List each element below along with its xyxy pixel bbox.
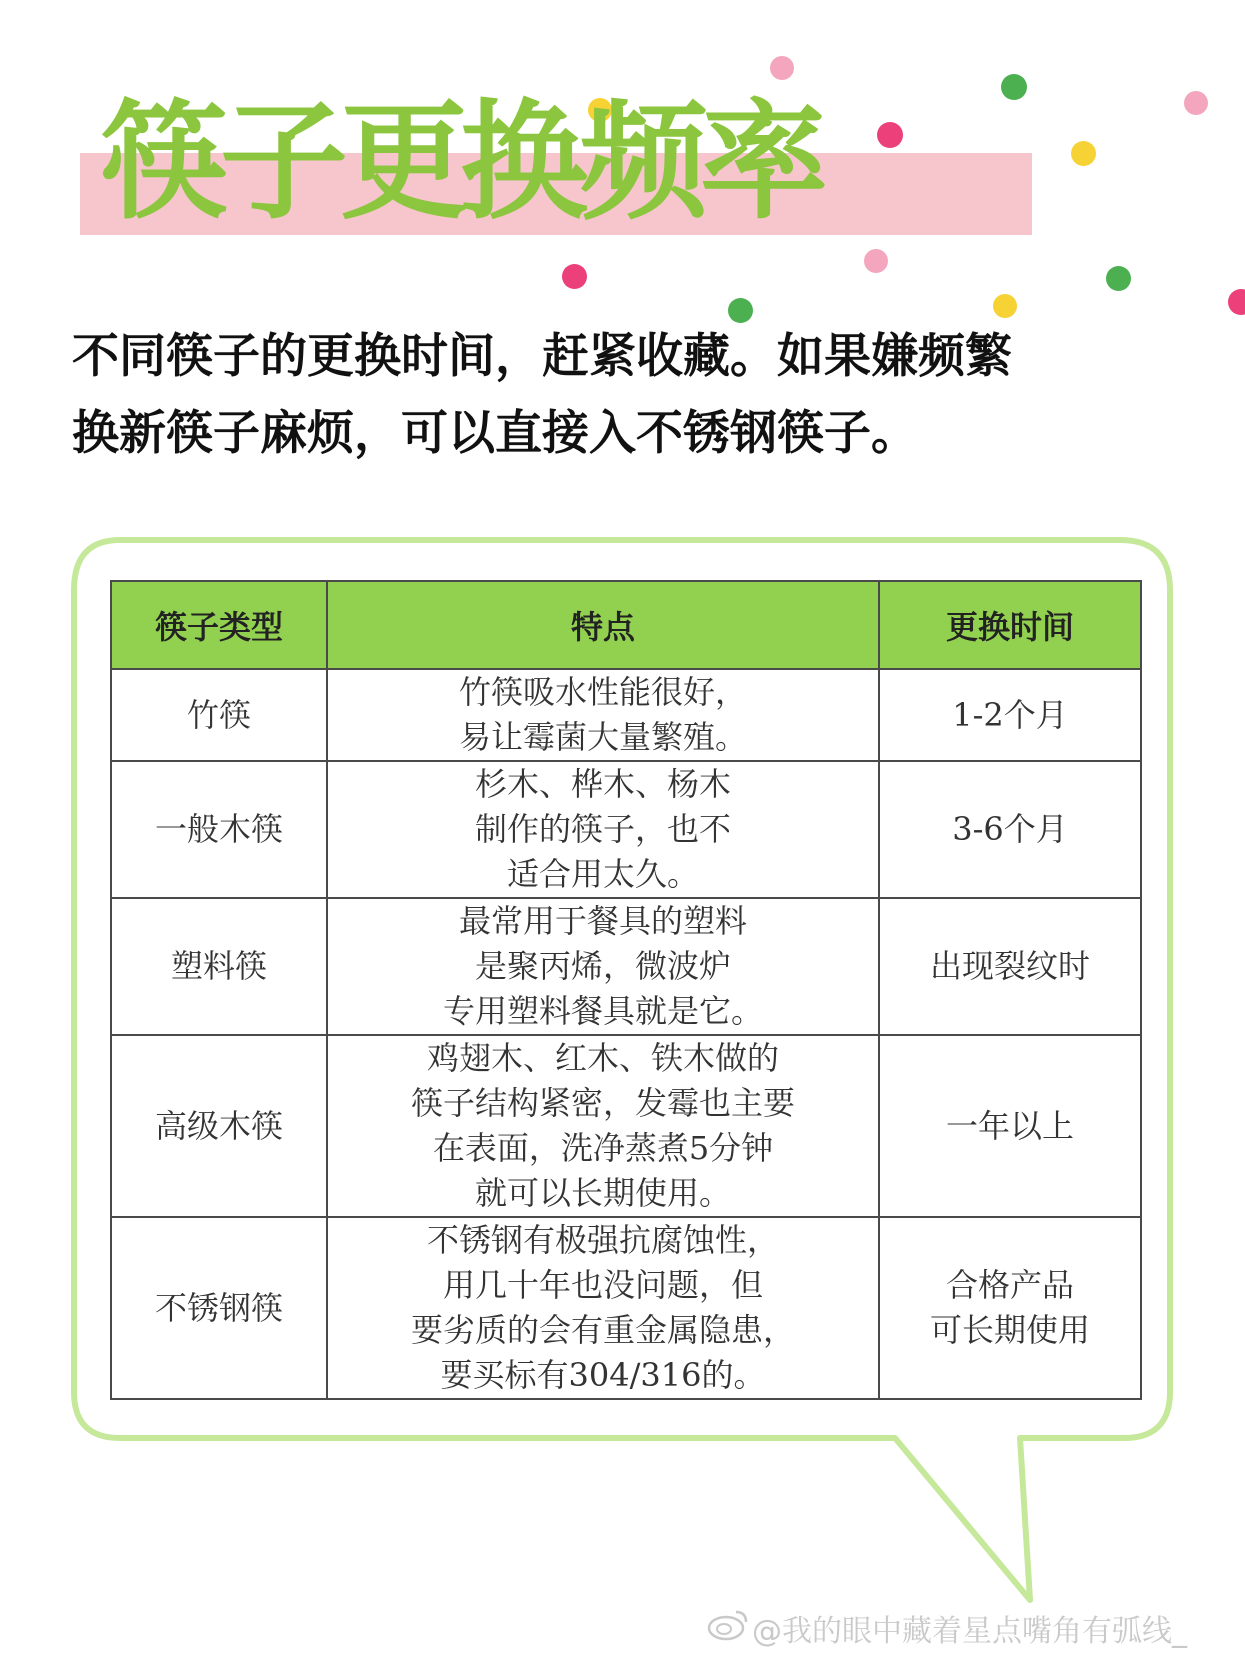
- cell-type: 塑料筷: [111, 898, 327, 1035]
- table-header-row: [111, 581, 1141, 669]
- time-line: 合格产品: [945, 1266, 1074, 1304]
- intro-line-1: 不同筷子的更换时间，赶紧收藏。如果嫌频繁: [72, 329, 1012, 384]
- table-row: [111, 761, 1141, 898]
- header-type: 筷子类型: [111, 581, 327, 669]
- feature-line: 易让霉菌大量繁殖。: [458, 718, 747, 756]
- cell-type: 不锈钢筷: [111, 1217, 327, 1399]
- intro-line-2: 换新筷子麻烦，可以直接入不锈钢筷子。: [72, 406, 918, 461]
- cell-time: [879, 1217, 1141, 1399]
- feature-line: 在表面，洗净蒸煮5分钟: [432, 1129, 774, 1167]
- cell-features: [327, 1035, 879, 1217]
- feature-line: 就可以长期使用。: [474, 1174, 731, 1212]
- feature-line: 筷子结构紧密，发霉也主要: [410, 1084, 795, 1122]
- cell-time: [879, 761, 1141, 898]
- table-row: [111, 669, 1141, 761]
- feature-line: 适合用太久。: [506, 855, 699, 893]
- cell-time: [879, 669, 1141, 761]
- table-row: [111, 898, 1141, 1035]
- cell-features: [327, 1217, 879, 1399]
- feature-line: 要劣质的会有重金属隐患，: [410, 1311, 795, 1349]
- page-title: 筷子更换频率: [100, 88, 821, 237]
- header-time: 更换时间: [879, 581, 1141, 669]
- feature-line: 用几十年也没问题，但: [442, 1266, 763, 1304]
- table-row: [111, 1035, 1141, 1217]
- cell-time: [879, 1035, 1141, 1217]
- cell-features: [327, 898, 879, 1035]
- watermark-text: @我的眼中藏着星点嘴角有弧线_: [752, 1614, 1187, 1649]
- feature-line: 制作的筷子，也不: [474, 810, 731, 848]
- time-line: 1-2个月: [952, 695, 1068, 734]
- weibo-icon: [706, 1606, 750, 1642]
- feature-line: 杉木、桦木、杨木: [474, 765, 731, 803]
- feature-line: 竹筷吸水性能很好，: [458, 673, 747, 711]
- feature-line: 不锈钢有极强抗腐蚀性，: [426, 1221, 779, 1259]
- header-features: 特点: [327, 581, 879, 669]
- table-row: [111, 1217, 1141, 1399]
- feature-line: 是聚丙烯，微波炉: [474, 947, 731, 985]
- cell-time: [879, 898, 1141, 1035]
- time-line: 一年以上: [945, 1106, 1074, 1145]
- time-line: 出现裂纹时: [929, 947, 1090, 985]
- feature-line: 最常用于餐具的塑料: [458, 902, 747, 940]
- cell-features: [327, 761, 879, 898]
- feature-line: 要买标有304/316的。: [440, 1356, 766, 1394]
- time-line: 可长期使用: [929, 1311, 1090, 1349]
- cell-features: [327, 669, 879, 761]
- cell-type: 高级木筷: [111, 1035, 327, 1217]
- chopsticks-table: [110, 580, 1142, 1400]
- cell-type: 竹筷: [111, 669, 327, 761]
- time-line: 3-6个月: [952, 810, 1068, 848]
- feature-line: 专用塑料餐具就是它。: [442, 992, 763, 1030]
- feature-line: 鸡翅木、红木、铁木做的: [426, 1039, 779, 1077]
- cell-type: 一般木筷: [111, 761, 327, 898]
